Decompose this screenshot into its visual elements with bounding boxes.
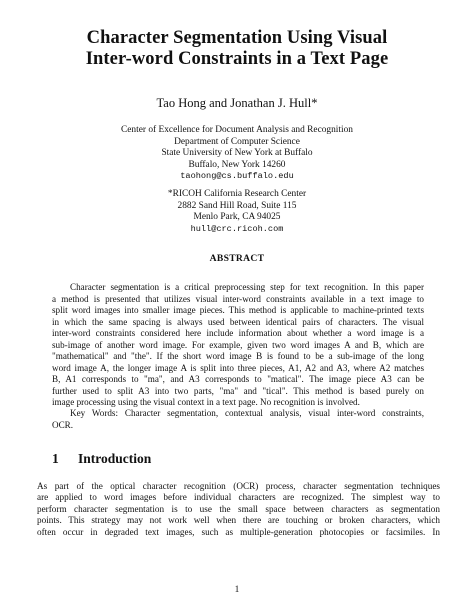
abstract-line: a method is presented that utilizes visual inter-word constraints available in a text image to xyxy=(52,293,424,304)
body-line: As part of the optical character recognition (OCR) process, character segmentation techniques xyxy=(37,481,440,491)
abstract-line: B, A1 corresponds to "ma", and A3 corresponds to "matical". The image piece A3 can be xyxy=(52,374,424,384)
keywords-line: Key Words: Character segmentation, contextual analysis, visual inter-word constraints, xyxy=(70,408,424,418)
abstract-line: word image A, the longer image A is split into three pieces, A1, A2 and A3, where A2 matches xyxy=(52,362,424,373)
affiliation-block-1 xyxy=(0,125,474,183)
section-heading xyxy=(52,451,151,467)
affiliation-line: Menlo Park, CA 94025 xyxy=(193,212,281,223)
body-line: perform character segmentation is to use the small space between characters as segmentation xyxy=(37,503,440,514)
introduction-body xyxy=(37,481,440,538)
abstract-heading: ABSTRACT xyxy=(209,253,265,264)
affiliation-line: 2882 Sand Hill Road, Suite 115 xyxy=(177,200,297,211)
abstract-line: inter-word constraints considered here include information about whether a word image is a xyxy=(52,328,424,338)
paper-title xyxy=(0,28,474,70)
abstract-body xyxy=(52,282,424,409)
abstract-line: image processing using the visual context in a text page. No recognition is involved. xyxy=(52,397,360,407)
page-number: 1 xyxy=(234,585,240,595)
abstract-line: further used to split A3 into two parts, "ma" and "tical". This method is based purely on xyxy=(52,385,424,396)
author-names: Tao Hong and Jonathan J. Hull* xyxy=(156,96,318,110)
title-line: Inter-word Constraints in a Text Page xyxy=(85,49,389,69)
section-title: Introduction xyxy=(78,451,152,466)
section-number: 1 xyxy=(52,451,59,466)
abstract-line: "mathematical" and "the". If the short word image B is found to be a sub-image of the long xyxy=(52,351,424,361)
author-email: taohong@cs.buffalo.edu xyxy=(180,171,294,182)
abstract-line: sub-image of another word image. For example, given two word images A and B, which are xyxy=(52,339,424,350)
body-line: often occur in degraded text images, such as multiple-generation photocopies or facsimiles. In xyxy=(37,526,440,537)
abstract-line: Character segmentation is a critical preprocessing step for text recognition. In this paper xyxy=(70,282,424,292)
body-line: points. This strategy may not work well when there are touching or broken characters, which xyxy=(37,515,440,526)
affiliation-line: *RICOH California Research Center xyxy=(167,189,307,199)
affiliation-line: State University of New York at Buffalo xyxy=(161,148,313,159)
keywords-line: OCR. xyxy=(52,419,74,430)
author-email: hull@crc.ricoh.com xyxy=(190,223,284,234)
affiliation-block-2 xyxy=(0,189,474,235)
abstract-line: in which the same spacing is always used between identical pairs of characters. The visual xyxy=(52,316,424,327)
affiliation-line: Buffalo, New York 14260 xyxy=(188,159,286,170)
body-line: are applied to word images before individual characters are recognized. The simplest way to xyxy=(37,492,440,503)
keywords xyxy=(52,408,424,431)
abstract-line: split word images into smaller image pieces. This method is applicable to machine-printed texts xyxy=(52,305,424,315)
affiliation-line: Center of Excellence for Document Analysis and Recognition xyxy=(121,125,353,135)
affiliation-line: Department of Computer Science xyxy=(174,136,300,147)
title-line: Character Segmentation Using Visual xyxy=(86,28,388,48)
